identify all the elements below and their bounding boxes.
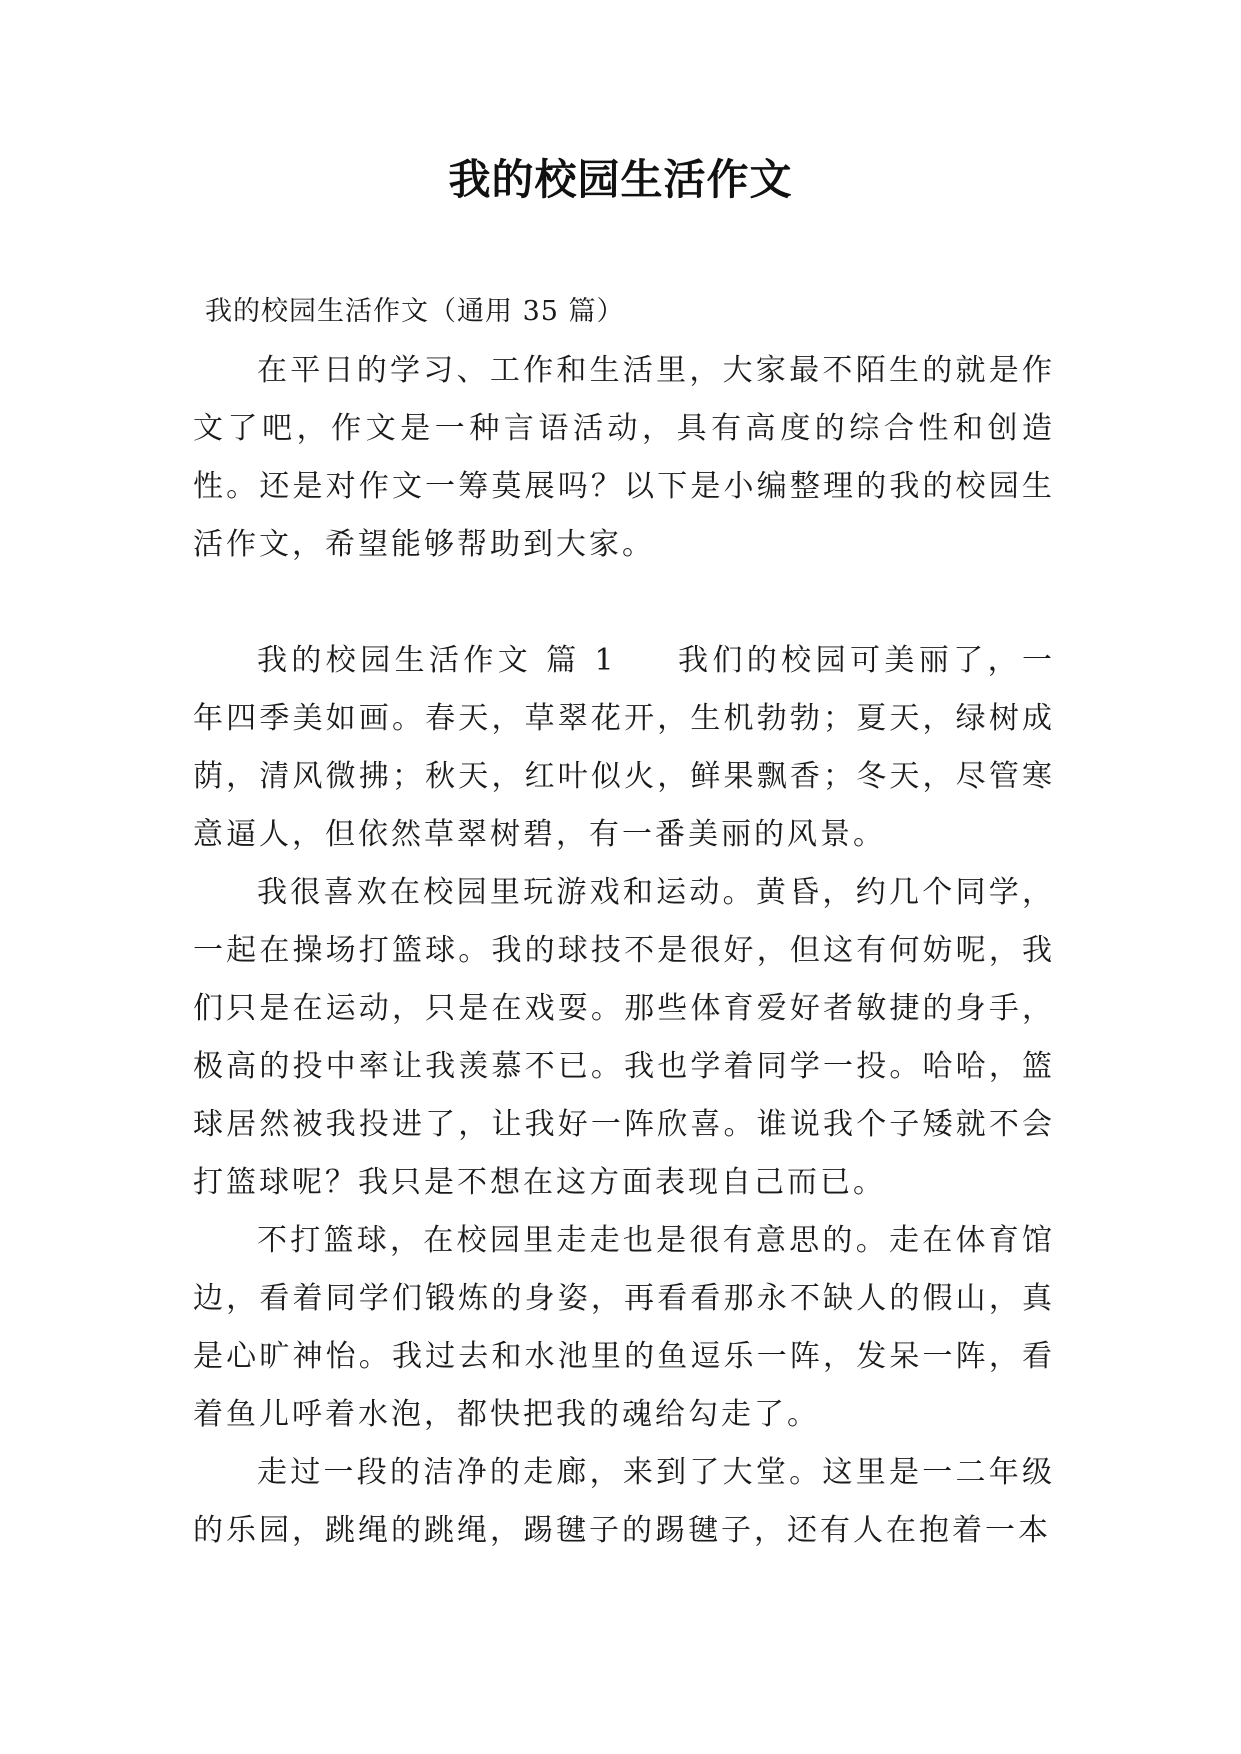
section-heading: 我的校园生活作文 篇 1 bbox=[257, 643, 617, 678]
body-paragraph: 我很喜欢在校园里玩游戏和运动。黄昏，约几个同学，一起在操场打篮球。我的球技不是很好，但这有何妨呢，我们只是在运动，只是在戏耍。那些体育爱好者敏捷的身手，极高的投中率让我羡慕不已。我也学着同学一投。哈哈，篮球居然被我投进了，让我好一阵欣喜。谁说我个子矮就不会打篮球呢？我只是不想在这方面表现自己而已。 bbox=[193, 875, 1055, 1200]
section-1-paragraph bbox=[193, 632, 1055, 864]
body-paragraph: 走过一段的洁净的走廊，来到了大堂。这里是一二年级的乐园，跳绳的跳绳，踢毽子的踢毽子，还有人在抱着一本 bbox=[193, 1455, 1055, 1548]
body-paragraph: 不打篮球，在校园里走走也是很有意思的。走在体育馆边，看着同学们锻炼的身姿，再看看那永不缺人的假山，真是心旷神怡。我过去和水池里的鱼逗乐一阵，发呆一阵，看着鱼儿呼着水泡，都快把我的魂给勾走了。 bbox=[193, 1223, 1055, 1432]
intro-paragraph: 在平日的学习、工作和生活里，大家最不陌生的就是作文了吧，作文是一种言语活动，具有高度的综合性和创造性。还是对作文一筹莫展吗？以下是小编整理的我的校园生活作文，希望能够帮助到大家。 bbox=[193, 353, 1055, 562]
paragraph-text: 我们的校园可美丽了，一年四季美如画。春天，草翠花开，生机勃勃；夏天，绿树成荫，清风微拂；秋天，红叶似火，鲜果飘香；冬天，尽管寒意逼人，但依然草翠树碧，有一番美丽的风景。 bbox=[193, 643, 1055, 852]
document-title: 我的校园生活作文 bbox=[448, 155, 793, 204]
document-subtitle: 我的校园生活作文（通用 35 篇） bbox=[205, 296, 625, 327]
